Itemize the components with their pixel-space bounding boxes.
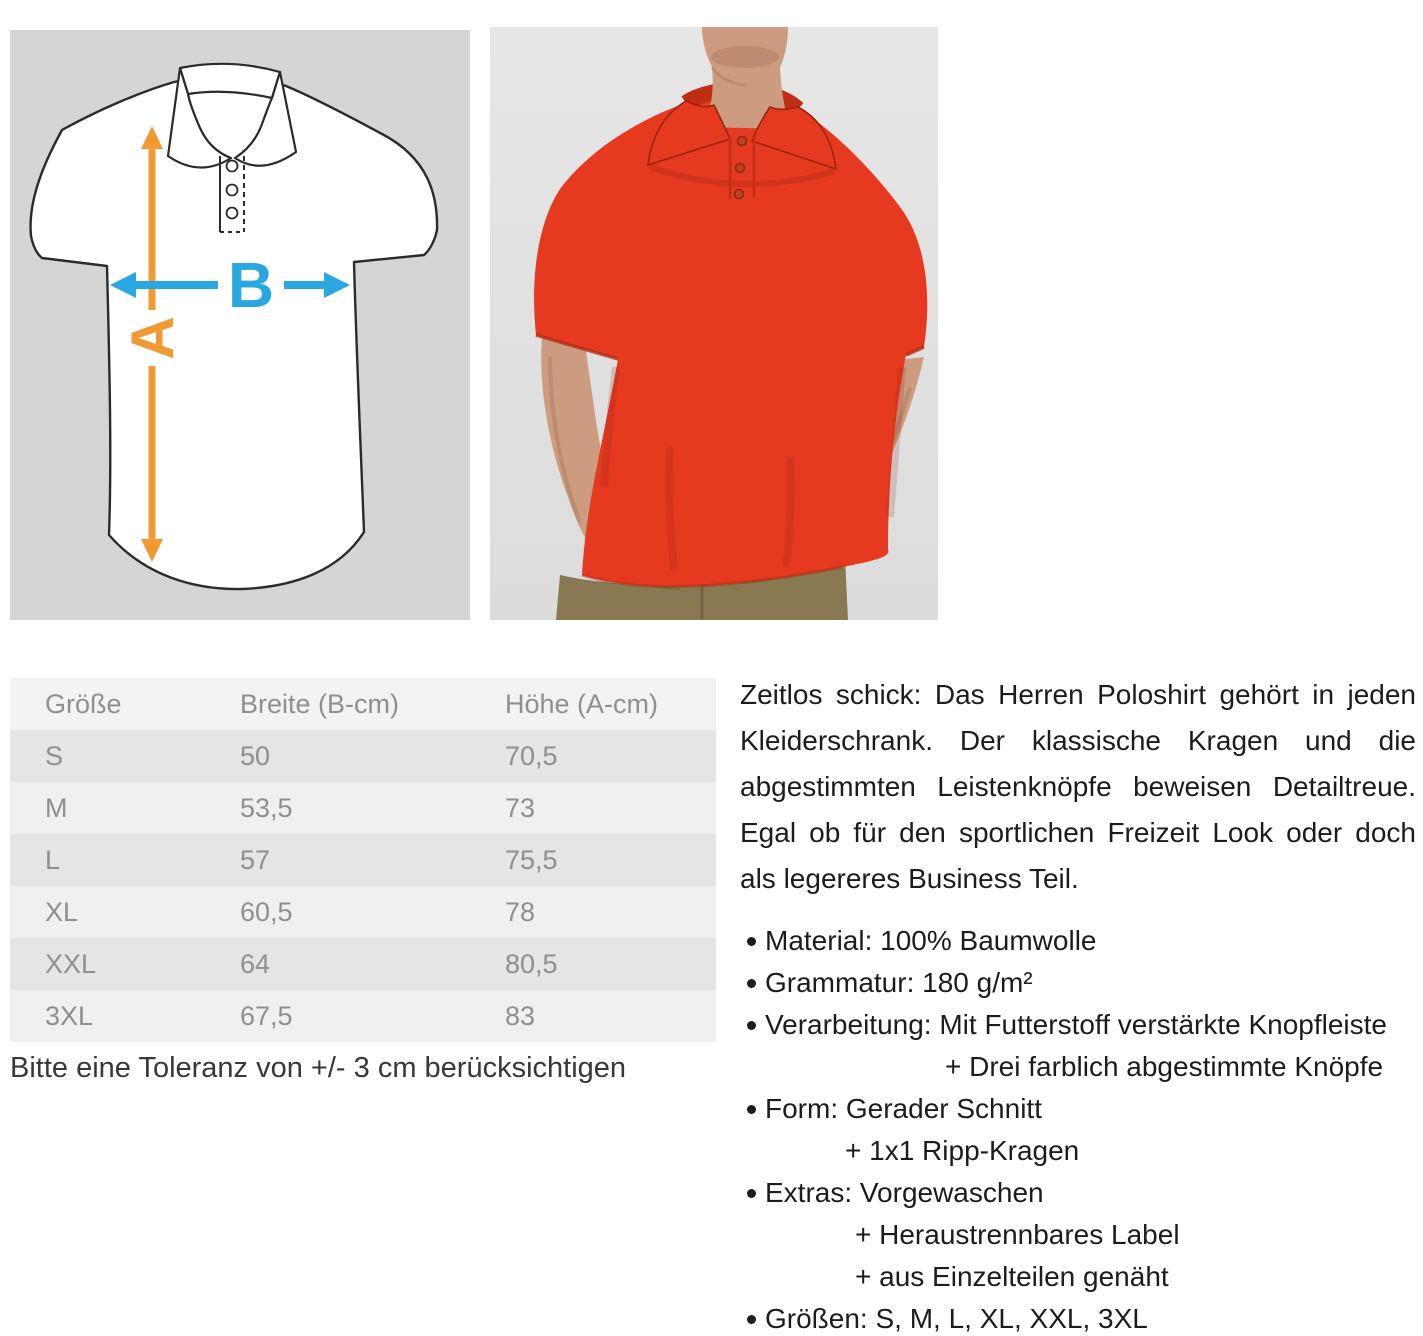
label-a: A xyxy=(119,316,186,360)
size-table-header xyxy=(10,678,716,730)
diagram-shirt-body xyxy=(31,76,438,589)
bullet-text: Verarbeitung: Mit Futterstoff verstärkte Knopfleiste xyxy=(765,1009,1388,1040)
table-cell-size: XL xyxy=(45,896,79,927)
column-header-width: Breite (B-cm) xyxy=(240,688,400,719)
column-header-height: Höhe (A-cm) xyxy=(505,688,659,719)
table-cell-size: XXL xyxy=(45,948,97,979)
description-paragraph: Zeitlos schick: Das Herren Poloshirt gehört in jeden Kleiderschrank. Der klassische Kragen und die abgestimmten Leistenknöpfe beweisen Detailtreue. Egal ob für den sportlichen Freizeit Look oder doch als legereres Business Teil. xyxy=(740,679,1416,894)
bullet-item xyxy=(740,1298,1416,1336)
bullet-dot-icon xyxy=(747,1021,756,1030)
table-cell-height: 80,5 xyxy=(505,948,558,979)
table-cell-size: M xyxy=(45,792,68,823)
tolerance-note: Bitte eine Toleranz von +/- 3 cm berücksichtigen xyxy=(10,1052,627,1084)
diagram-button-1 xyxy=(227,161,238,172)
bullet-item xyxy=(740,920,1416,962)
bullet-dot-icon xyxy=(747,1315,756,1324)
bullet-item xyxy=(740,1004,1416,1046)
bullet-continuation xyxy=(740,1130,1416,1172)
size-table xyxy=(10,678,716,1042)
bullet-text: Größen: S, M, L, XL, XXL, 3XL xyxy=(765,1303,1148,1334)
label-b: B xyxy=(227,249,275,321)
description-bullets xyxy=(740,920,1416,1336)
table-cell-width: 50 xyxy=(240,740,271,771)
table-cell-width: 64 xyxy=(240,948,271,979)
bullet-text: Form: Gerader Schnitt xyxy=(765,1093,1042,1124)
shirt-button-2 xyxy=(736,164,745,173)
table-cell-height: 83 xyxy=(505,1000,536,1031)
table-row xyxy=(10,990,716,1042)
bullet-text: Extras: Vorgewaschen xyxy=(765,1177,1044,1208)
table-row xyxy=(10,834,716,886)
table-cell-size: 3XL xyxy=(45,1000,94,1031)
table-cell-height: 75,5 xyxy=(505,844,558,875)
table-cell-height: 78 xyxy=(505,896,536,927)
bullet-dot-icon xyxy=(747,937,756,946)
bullet-continuation xyxy=(740,1046,1416,1088)
table-cell-width: 53,5 xyxy=(240,792,293,823)
bullet-text: Material: 100% Baumwolle xyxy=(765,925,1097,956)
diagram-collar-band xyxy=(180,64,280,98)
table-cell-height: 70,5 xyxy=(505,740,558,771)
bullet-text: + aus Einzelteilen genäht xyxy=(855,1261,1169,1292)
size-diagram-drawing xyxy=(10,30,470,620)
table-cell-width: 67,5 xyxy=(240,1000,293,1031)
product-description xyxy=(740,672,1416,1336)
bullet-item xyxy=(740,1172,1416,1214)
table-row xyxy=(10,782,716,834)
bullet-dot-icon xyxy=(747,1105,756,1114)
bullet-continuation xyxy=(740,1256,1416,1298)
column-header-size: Größe xyxy=(45,688,122,719)
bullet-continuation xyxy=(740,1214,1416,1256)
table-row xyxy=(10,886,716,938)
table-cell-width: 60,5 xyxy=(240,896,293,927)
table-row xyxy=(10,730,716,782)
table-row xyxy=(10,938,716,990)
table-cell-width: 57 xyxy=(240,844,271,875)
bullet-text: + Drei farblich abgestimmte Knöpfe xyxy=(945,1051,1384,1082)
bullet-item xyxy=(740,1088,1416,1130)
bullet-dot-icon xyxy=(747,1189,756,1198)
bullet-text: + Heraustrennbares Label xyxy=(855,1219,1180,1250)
size-table-rows xyxy=(10,730,716,1042)
bullet-item xyxy=(740,962,1416,1004)
size-diagram xyxy=(10,30,470,620)
bullet-text: + 1x1 Ripp-Kragen xyxy=(845,1135,1080,1166)
bullet-dot-icon xyxy=(747,979,756,988)
bullet-text: Grammatur: 180 g/m² xyxy=(765,967,1033,998)
table-cell-size: L xyxy=(45,844,61,875)
table-cell-size: S xyxy=(45,740,64,771)
product-photo xyxy=(490,27,938,620)
shirt-button-3 xyxy=(735,190,744,199)
table-cell-height: 73 xyxy=(505,792,536,823)
diagram-button-2 xyxy=(227,185,238,196)
diagram-button-3 xyxy=(227,208,238,219)
model-photo-drawing xyxy=(490,27,938,620)
shirt-button-1 xyxy=(738,137,747,146)
